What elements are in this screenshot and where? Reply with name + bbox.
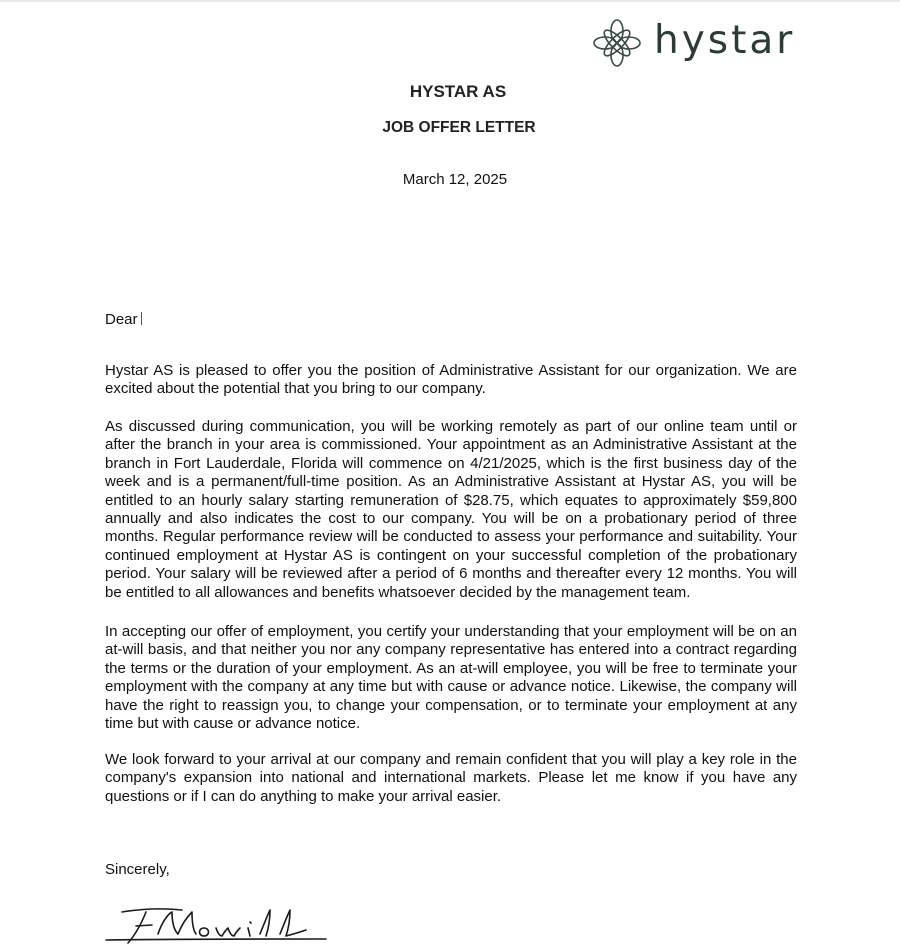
body-paragraph-terms: As discussed during communication, you will be working remotely as part of our online team until or after the branch in your area is commissioned. Your appointment as an Administrative Assistant at the branch in Fort Lauderdale, Florida will commence on 4/21/2025, which is the first business day of the week and is a permanent/full-time position. As an Administrative Assistant at Hystar AS, you will be entitled to an hourly salary starting remuneration of $28.75, which equates to approximately $59,800 annually and also indicates the cost to our company. You will be on a probationary period of three months. Regular performance review will be conducted to assess your performance and suitability. Your continued employment at Hystar AS is contingent on your successful completion of the probationary period. Your salary will be reviewed after a period of 6 months and thereafter every 12 months. You will be entitled to all allowances and benefits whatsoever decided by the management team. [105, 418, 797, 601]
logo-wordmark: hystar [654, 17, 796, 63]
body-paragraph-intro: Hystar AS is pleased to offer you the position of Administrative Assistant for our organization. We are excited about the potential that you bring to our company. [105, 362, 797, 398]
company-name: HYSTAR AS [409, 82, 507, 101]
handwritten-signature [100, 898, 340, 947]
page-top-border [0, 0, 900, 2]
letter-date: March 12, 2025 [402, 171, 508, 188]
salutation [105, 311, 142, 328]
closing-line: Sincerely, [105, 861, 170, 878]
salutation-text: Dear [105, 311, 138, 328]
company-logo [592, 18, 795, 68]
body-paragraph-closing: We look forward to your arrival at our company and remain confident that you will play a key role in the company's expansion into national and international markets. Please let me know if you have any questions or if I can do anything to make your arrival easier. [105, 751, 797, 805]
petal-knot-icon [592, 18, 642, 68]
text-cursor [141, 312, 142, 325]
body-paragraph-at-will: In accepting our offer of employment, you certify your understanding that your employment will be on an at-will basis, and that neither you nor any company representative has entered into a contract regarding the terms or the duration of your employment. As an at-will employee, you will be free to terminate your employment with the company at any time but with cause or advance notice. Likewise, the company will have the right to reassign you, to change your compensation, or to terminate your employment at any time but with cause or advance notice. [105, 623, 797, 733]
document-title: JOB OFFER LETTER [382, 119, 536, 136]
